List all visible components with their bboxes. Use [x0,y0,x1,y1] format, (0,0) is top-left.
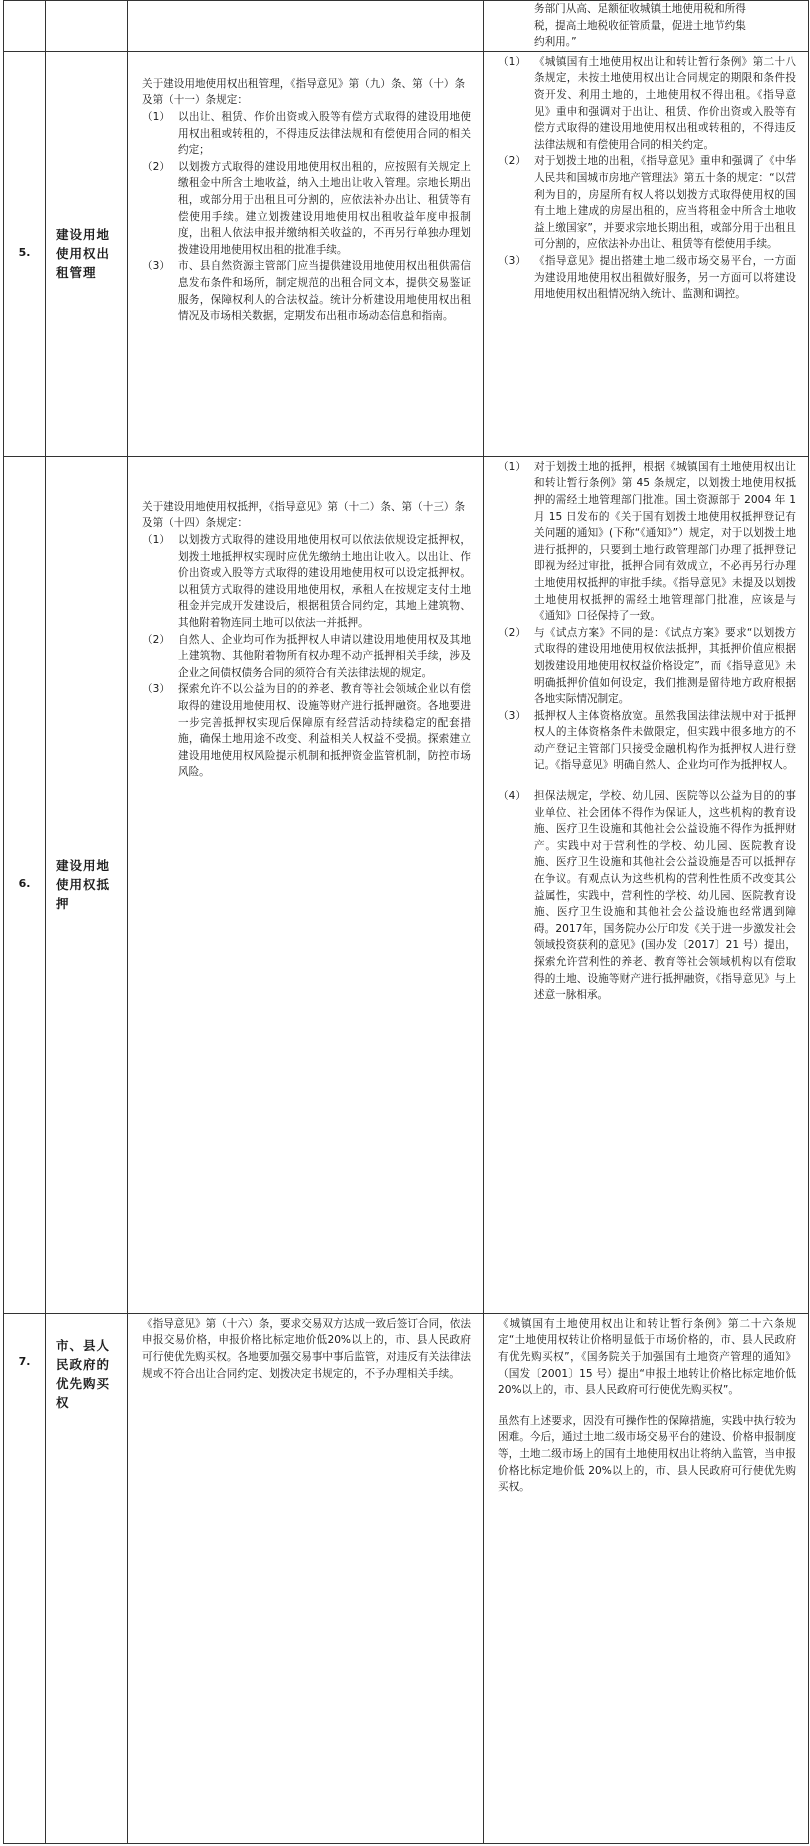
analysis-item: （2） 对于划拨土地的出租，《指导意见》重申和强调了《中华人民共和国城市房地产管理法》第五十条的规定：“以营利为目的，房屋所有权人将以划拨方式取得使用权的国有土地上建成的房屋出租的，应当将租金中所含土地收益上缴国家”，并要求宗地长期出租，或部分用于出租且可分割的，应依法补办出让、租赁等有偿使用手续。 [498,155,796,251]
provision-intro: 关于建设用地使用权抵押，《指导意见》第（十二）条、第（十三）条及第（十四）条规定： [142,500,466,530]
table-row-7 [4,1313,809,1843]
analysis-item: （4） 担保法规定，学校、幼儿园、医院等以公益为目的的事业单位、社会团体不得作为保证人，这些机构的教育设施、医疗卫生设施和其他社会公益设施不得作为抵押财产。实践中对于营利性的学校、幼儿园、医院教育设施、医疗卫生设施和其他社会公益设施是否可以抵押存在争议。有观点认为这些机构的营利性性质不改变其公益属性，实践中，营利性的学校、幼儿园、医院教育设施、医疗卫生设施和其他社会公益设施也经常遇到障碍。2017年，国务院办公厅印发《关于进一步激发社会领域投资获利的意见》(国办发〔2017〕21 号）提出，探索允许营利性的养老、教育等社会领域机构以有偿取得的土地、设施等财产进行抵押融资，《指导意见》与上述意一脉相承。 [498,790,796,1002]
analysis-item: （2） 与《试点方案》不同的是：《试点方案》要求“以划拨方式取得的建设用地使用权依法抵押，其抵押价值应根据划拨建设用地使用权权益价格设定”，而《指导意见》未明确抵押价值如何设定，我们推测是留待地方政府根据各地实际情况制定。 [498,626,796,706]
provision-intro: 关于建设用地使用权出租管理，《指导意见》第（九）条、第（十）条及第（十一）条规定： [142,77,466,107]
cell-mid-blank [128,1,484,52]
policy-comparison-table [3,0,809,1844]
table-row-continuation [4,1,809,52]
analysis-item: （3） 《指导意见》提出搭建土地二级市场交易平台，一方面为建设用地使用权出租做好服务，另一方面可以将建设用地使用权出租情况纳入统计、监测和调控。 [498,254,796,301]
row-title: 建设用地使用权抵押 [46,456,128,1313]
continuation-line: 务部门从高、足额征收城镇土地使用税和所得 [534,3,746,15]
analysis-item: （1） 对于划拨土地的抵押，根据《城镇国有土地使用权出让和转让暂行条例》第 45 条规定，以划拨土地使用权抵押的需经土地管理部门批准。国土资源部于 2004 年 1 月 15 日发布的《关于国有划拨土地使用权抵押登记有关问题的通知》(下称“《通知》”）规定，对于以划拨土地进行抵押的，只要到土地行政管理部门办理了抵押登记即视为经过审批，抵押合同有效成立，不必再另行办理土地使用权抵押的审批手续。《指导意见》未提及以划拨土地使用权抵押的需经土地管理部门批准，应该是与《通知》口径保持了一致。 [498,460,796,623]
row-analysis [484,51,809,456]
provision-item: （1） 以出让、租赁、作价出资或入股等有偿方式取得的建设用地使用权出租或转租的，不得违反法律法规和有偿使用合同的相关约定； [142,110,471,157]
row-provision [128,1313,484,1843]
continuation-line: 约利用。” [534,36,577,49]
provision-item: （2） 以划拨方式取得的建设用地使用权出租的，应按照有关规定上缴租金中所含土地收益，纳入土地出让收入管理。宗地长期出租，或部分用于出租且可分割的，应依法补办出让、租赁等有偿使用手续。建立划拨建设用地使用权出租收益年度申报制度，出租人依法申报并缴纳相关收益的，不再另行单独办理划拨建设用地使用权出租的批准手续。 [142,160,471,256]
analysis-paragraph: 虽然有上述要求，因没有可操作性的保障措施，实践中执行较为困难。今后，通过土地二级市场交易平台的建设、价格申报制度等，土地二级市场上的国有土地使用权出让将纳入监管，当申报价格比标定地价低 20%以上的，市、县人民政府可行使优先购买权。 [498,1414,796,1494]
cell-right-continuation [484,1,809,52]
row-provision [128,51,484,456]
cell-num-blank [4,1,46,52]
provision-paragraph: 《指导意见》第（十六）条，要求交易双方达成一致后签订合同，依法申报交易价格，申报价格比标定地价低20%以上的，市、县人民政府可行使优先购买权。各地要加强交易事中事后监管，对违反有关法律法规或不符合出让合同约定、划拨决定书规定的，不予办理相关手续。 [142,1317,471,1380]
table-row-5 [4,51,809,456]
continuation-line: 税，提高土地税收征管质量，促进土地节约集 [534,19,746,32]
analysis-item: （1） 《城镇国有土地使用权出让和转让暂行条例》第二十八条规定，未按土地使用权出让合同规定的期限和条件投资开发、利用土地的，土地使用权不得出租。《指导意见》重申和强调对于出让、租赁、作价出资或入股等有偿方式取得的建设用地使用权出租或转租的，不得违反法律法规和有偿使用合同的相关约定。 [498,55,796,151]
row-number: 5. [4,51,46,456]
table-row-6 [4,456,809,1313]
row-title: 建设用地使用权出租管理 [46,51,128,456]
provision-item: （3） 市、县自然资源主管部门应当提供建设用地使用权出租供需信息发布条件和场所，制定规范的出租合同文本，提供交易鉴证服务，保障权利人的合法权益。统计分析建设用地使用权出租情况及市场相关数据，定期发布出租市场动态信息和指南。 [142,260,471,323]
analysis-item: （3） 抵押权人主体资格放宽。虽然我国法律法规中对于抵押权人的主体资格条件未做限定，但实践中很多地方的不动产登记主管部门只接受金融机构作为抵押权人进行登记。《指导意见》明确自然人、企业均可作为抵押权人。 [498,709,796,772]
row-number: 7. [4,1313,46,1843]
row-provision [128,456,484,1313]
row-number: 6. [4,456,46,1313]
row-analysis [484,1313,809,1843]
provision-item: （2） 自然人、企业均可作为抵押权人申请以建设用地使用权及其地上建筑物、其他附着物所有权办理不动产抵押相关手续，涉及企业之间债权债务合同的须符合有关法律法规的规定。 [142,633,471,679]
provision-item: （3） 探索允许不以公益为目的的养老、教育等社会领域企业以有偿取得的建设用地使用权、设施等财产进行抵押融资。各地要进一步完善抵押权实现后保障原有经营活动持续稳定的配套措施，确保土地用途不改变、利益相关人权益不受损。探索建立建设用地使用权风险提示机制和抵押资金监管机制，防控市场风险。 [142,683,471,779]
analysis-paragraph: 《城镇国有土地使用权出让和转让暂行条例》第二十六条规定“土地使用权转让价格明显低于市场价格的，市、县人民政府有优先购买权”，《国务院关于加强国有土地资产管理的通知》（国发〔2001〕15 号）提出“申报土地转让价格比标定地价低 20%以上的，市、县人民政府可行使优先购买权”。 [498,1317,796,1397]
row-analysis [484,456,809,1313]
cell-title-blank [46,1,128,52]
row-title: 市、县人民政府的优先购买权 [46,1313,128,1843]
provision-item: （1） 以划拨方式取得的建设用地使用权可以依法依规设定抵押权，划拨土地抵押权实现时应优先缴纳土地出让收入。以出让、作价出资或入股等方式取得的建设用地使用权可以设定抵押权。以租赁方式取得的建设用地使用权，承租人在按规定支付土地租金并完成开发建设后，根据租赁合同约定，其地上建筑物、其他附着物连同土地可以依法一并抵押。 [142,533,471,629]
